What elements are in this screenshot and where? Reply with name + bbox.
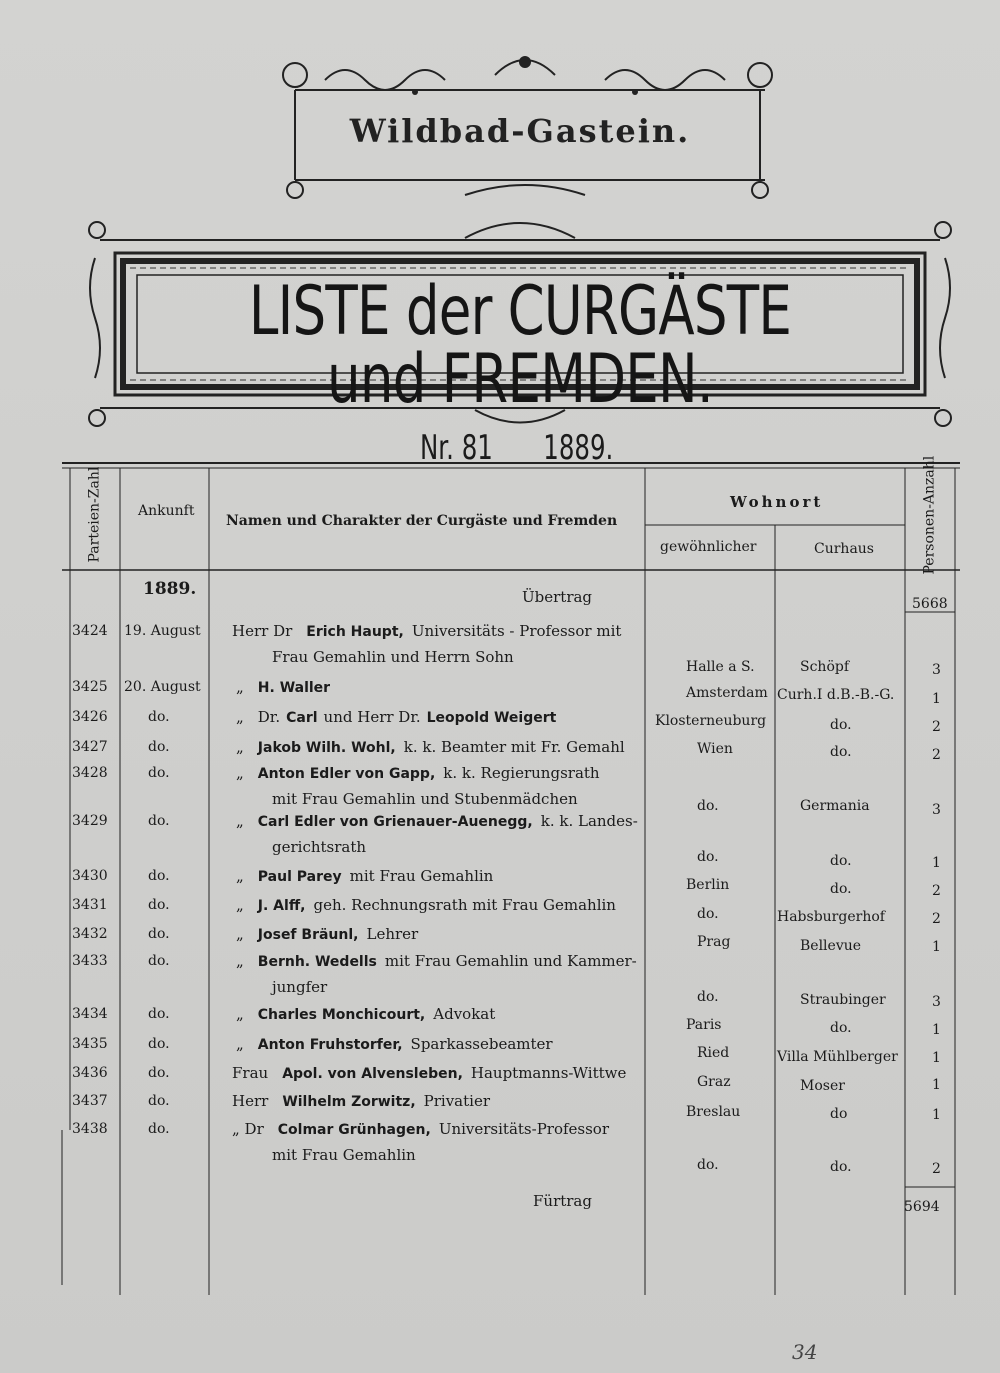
arrival-date: do. — [148, 926, 170, 942]
guest-title: „ — [236, 738, 244, 756]
guest-name-line — [236, 1005, 495, 1024]
party-number: 3424 — [72, 623, 108, 639]
guest-title: „ — [236, 952, 244, 970]
guest-title: „ — [236, 1035, 244, 1053]
total-value: 5694 — [904, 1199, 940, 1215]
guest-name: Charles Monchicourt, — [257, 1007, 426, 1023]
guest-name-line — [236, 952, 637, 971]
total-label: Fürtrag — [533, 1192, 592, 1210]
residence-curhaus: Habsburgerhof — [777, 909, 885, 925]
residence-curhaus: do. — [830, 1020, 852, 1036]
guest-name: Bernh. Wedells — [257, 954, 377, 970]
guest-descriptor: k. k. Regierungsrath — [443, 764, 600, 782]
residence-usual: Prag — [697, 934, 731, 950]
guest-name-line — [232, 1064, 626, 1083]
guest-descriptor: Universitäts - Professor mit — [411, 622, 622, 640]
party-number: 3431 — [72, 897, 108, 913]
persons-count: 1 — [932, 1022, 941, 1038]
guest-descriptor: Lehrer — [366, 925, 419, 943]
party-number: 3430 — [72, 868, 108, 884]
residence-usual: Berlin — [686, 877, 730, 893]
column-persons: Personen-Anzahl — [921, 455, 938, 575]
residence-usual: Klosterneuburg — [655, 713, 767, 729]
persons-count: 2 — [932, 1161, 941, 1177]
residence-curhaus: Moser — [800, 1078, 845, 1094]
residence-curhaus: do — [830, 1106, 848, 1122]
guest-title: „ — [236, 812, 244, 830]
guest-name-line — [236, 738, 625, 757]
guest-name-line — [236, 867, 493, 886]
residence-curhaus: do. — [830, 881, 852, 897]
residence-curhaus: do. — [830, 853, 852, 869]
arrival-date: do. — [148, 1093, 170, 1109]
arrival-date: do. — [148, 953, 170, 969]
guest-title: Frau — [232, 1064, 269, 1082]
guest-name-line — [232, 1092, 490, 1111]
arrival-date: do. — [148, 739, 170, 755]
arrival-date: do. — [148, 1036, 170, 1052]
guest-descriptor: Dr. — [257, 708, 281, 726]
column-residence: Wohnort — [730, 493, 824, 511]
residence-usual: do. — [697, 906, 719, 922]
guest-name-line-2: mit Frau Gemahlin — [272, 1146, 416, 1164]
residence-usual: Breslau — [686, 1104, 741, 1120]
guest-name: Carl — [286, 710, 318, 726]
guest-title: „ — [236, 708, 244, 726]
residence-usual: Graz — [697, 1074, 731, 1090]
guest-descriptor: Universitäts-Professor — [438, 1120, 610, 1138]
residence-curhaus: Germania — [800, 798, 870, 814]
persons-count: 1 — [932, 939, 941, 955]
guest-name-line-2: gerichtsrath — [272, 838, 367, 856]
party-number: 3427 — [72, 739, 108, 755]
residence-curhaus: do. — [830, 1159, 852, 1175]
arrival-date: do. — [148, 868, 170, 884]
banner-title: LISTE der CURGÄSTE und FREMDEN. — [248, 272, 792, 419]
issue-year: 1889. — [543, 428, 614, 468]
party-number: 3429 — [72, 813, 108, 829]
persons-count: 1 — [932, 855, 941, 871]
guest-title: „ — [236, 867, 244, 885]
residence-curhaus: Curh.I d.B.-B.-G. — [777, 687, 895, 703]
guest-name-line — [236, 812, 638, 831]
residence-usual: Halle a S. — [686, 659, 755, 675]
persons-count: 2 — [932, 747, 941, 763]
arrival-date: do. — [148, 897, 170, 913]
guest-name-line-2: Frau Gemahlin und Herrn Sohn — [272, 648, 514, 666]
guest-name: Josef Bräunl, — [257, 927, 359, 943]
guest-descriptor: geh. Rechnungsrath mit Frau Gemahlin — [313, 896, 616, 914]
persons-count: 3 — [932, 662, 941, 678]
residence-usual: Wien — [697, 741, 733, 757]
arrival-date: do. — [148, 1006, 170, 1022]
arrival-date: do. — [148, 813, 170, 829]
residence-curhaus: Villa Mühlberger — [777, 1049, 898, 1065]
site-title: Wildbad-Gastein. — [349, 112, 691, 150]
party-number: 3432 — [72, 926, 108, 942]
residence-curhaus: Schöpf — [800, 659, 850, 675]
residence-usual: Ried — [697, 1045, 730, 1061]
page-note: 34 — [792, 1340, 818, 1364]
guest-name: J. Alff, — [257, 898, 306, 914]
guest-descriptor-2: und Herr Dr. — [323, 708, 421, 726]
guest-title: „ — [236, 678, 244, 696]
carryover-label: Übertrag — [522, 588, 593, 606]
guest-title: „ Dr — [232, 1120, 264, 1138]
guest-descriptor: mit Frau Gemahlin und Kammer- — [384, 952, 637, 970]
guest-name-line — [232, 622, 621, 641]
guest-title: „ — [236, 764, 244, 782]
arrival-date: do. — [148, 1121, 170, 1137]
arrival-date: do. — [148, 765, 170, 781]
guest-title: „ — [236, 925, 244, 943]
residence-usual: do. — [697, 989, 719, 1005]
column-names: Namen und Charakter der Curgäste und Fremden — [226, 513, 618, 529]
year-label: 1889. — [143, 579, 197, 599]
guest-descriptor: Advokat — [433, 1005, 496, 1023]
persons-count: 2 — [932, 719, 941, 735]
guest-name-line — [232, 1120, 609, 1139]
guest-descriptor: mit Frau Gemahlin — [349, 867, 494, 885]
guest-name-line-2: jungfer — [272, 978, 328, 996]
guest-name-line — [236, 708, 556, 727]
guest-name: Carl Edler von Grienauer-Auenegg, — [257, 814, 533, 830]
persons-count: 2 — [932, 911, 941, 927]
guest-descriptor: Hauptmanns-Wittwe — [470, 1064, 627, 1082]
arrival-date: do. — [148, 1065, 170, 1081]
guest-descriptor: Sparkassebeamter — [410, 1035, 553, 1053]
guest-name: Colmar Grünhagen, — [277, 1122, 431, 1138]
guest-name-2: Leopold Weigert — [426, 710, 557, 726]
persons-count: 1 — [932, 1050, 941, 1066]
residence-usual: Amsterdam — [686, 685, 768, 701]
residence-usual: Paris — [686, 1017, 722, 1033]
guest-title: „ — [236, 1005, 244, 1023]
party-number: 3438 — [72, 1121, 108, 1137]
guest-name-line — [236, 1035, 553, 1054]
party-number: 3436 — [72, 1065, 108, 1081]
guest-name-line — [236, 896, 616, 915]
column-arrival: Ankunft — [138, 503, 195, 519]
residence-curhaus: do. — [830, 717, 852, 733]
persons-count: 2 — [932, 883, 941, 899]
residence-curhaus: Bellevue — [800, 938, 862, 954]
arrival-date: do. — [148, 709, 170, 725]
guest-name-line-2: mit Frau Gemahlin und Stubenmädchen — [272, 790, 578, 808]
guest-name-line — [236, 764, 600, 783]
guest-name-line — [236, 678, 338, 697]
guest-name: Paul Parey — [257, 869, 342, 885]
arrival-date: 19. August — [124, 623, 201, 639]
guest-title: Herr — [232, 1092, 269, 1110]
persons-count: 3 — [932, 802, 941, 818]
party-number: 3426 — [72, 709, 108, 725]
guest-name-line — [236, 925, 418, 944]
guest-name: Anton Edler von Gapp, — [257, 766, 436, 782]
party-number: 3435 — [72, 1036, 108, 1052]
party-number: 3428 — [72, 765, 108, 781]
persons-count: 1 — [932, 691, 941, 707]
guest-name: H. Waller — [257, 680, 331, 696]
party-number: 3433 — [72, 953, 108, 969]
guest-title: „ — [236, 896, 244, 914]
guest-name: Wilhelm Zorwitz, — [282, 1094, 416, 1110]
guest-descriptor: Privatier — [423, 1092, 490, 1110]
arrival-date: 20. August — [124, 679, 201, 695]
residence-curhaus: Straubinger — [800, 992, 886, 1008]
guest-descriptor: k. k. Beamter mit Fr. Gemahl — [403, 738, 625, 756]
guest-title: Herr Dr — [232, 622, 293, 640]
column-curhaus: Curhaus — [814, 541, 874, 557]
party-number: 3437 — [72, 1093, 108, 1109]
residence-usual: do. — [697, 849, 719, 865]
residence-usual: do. — [697, 1157, 719, 1173]
guest-descriptor: k. k. Landes- — [540, 812, 638, 830]
party-number: 3425 — [72, 679, 108, 695]
guest-name: Jakob Wilh. Wohl, — [257, 740, 396, 756]
persons-count: 1 — [932, 1077, 941, 1093]
residence-usual: do. — [697, 798, 719, 814]
issue-number: Nr. 81 — [420, 428, 493, 468]
carryover-value: 5668 — [912, 596, 948, 612]
column-usual: gewöhnlicher — [660, 539, 757, 555]
residence-curhaus: do. — [830, 744, 852, 760]
guest-name: Erich Haupt, — [306, 624, 404, 640]
guest-name: Apol. von Alvensleben, — [282, 1066, 463, 1082]
guest-name: Anton Fruhstorfer, — [257, 1037, 403, 1053]
column-party-count: Parteien-Zahl — [86, 466, 103, 563]
persons-count: 3 — [932, 994, 941, 1010]
party-number: 3434 — [72, 1006, 108, 1022]
persons-count: 1 — [932, 1107, 941, 1123]
